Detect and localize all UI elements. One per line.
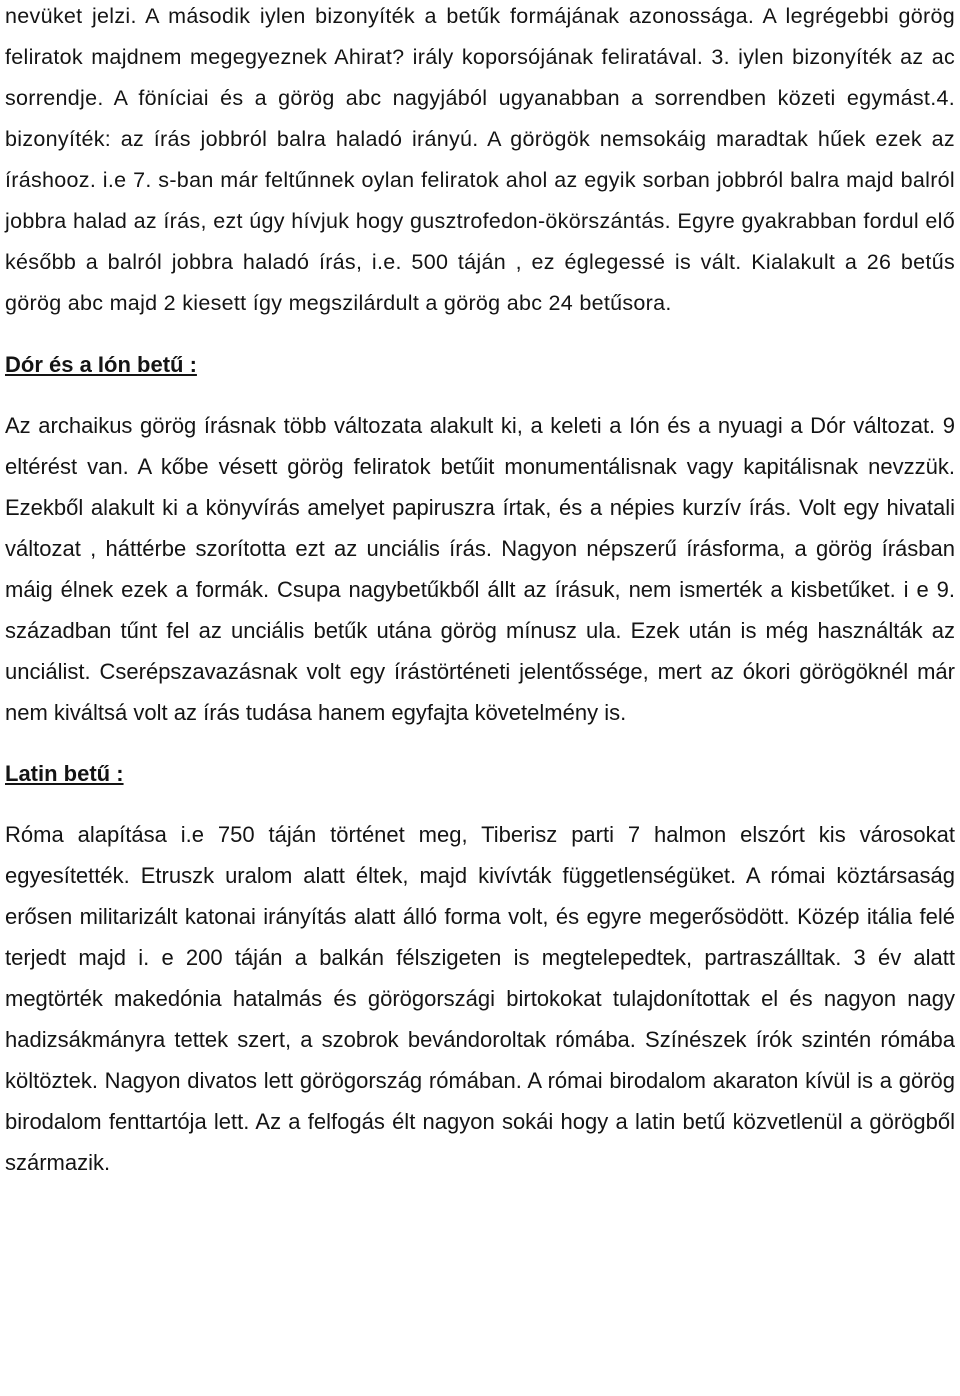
intro-paragraph: nevüket jelzi. A második iylen bizonyíték a betűk formájának azonossága. A legrégebbi görög feliratok majdnem megegyeznek Ahirat? irály koporsójának feliratával. 3. iylen bizonyíték az ac sorrendje. A föníciai és a görög abc nagyjából ugyanabban a sorrendben közeti egymást.4. bizonyíték: az írás jobbról balra haladó irányú. A görögök nemsokáig maradtak hűek ezek az íráshooz. i.e 7. s-ban már feltűnnek oylan feliratok ahol az egyik sorban jobbról balra majd balról jobbra halad az írás, ezt úgy hívjuk hogy gusztrofedon-ökörszántás. Egyre gyakrabban fordul elő később a balról jobbra haladó írás, i.e. 500 táján , ez églegessé is vált. Kialakult a 26 betűs görög abc majd 2 kiesett így megszilárdult a görög abc 24 betűsora. bbox=[5, 4, 955, 315]
latin-paragraph: Róma alapítása i.e 750 táján történet meg, Tiberisz parti 7 halmon elszórt kis városokat egyesítették. Etruszk uralom alatt éltek, majd kivívták függetlenségüket. A római köztársaság erősen militarizált katonai irányítás alatt álló forma volt, és egyre megerősödött. Közép itália felé terjedt majd i. e 200 táján a balkán félszigeten is megtelepedtek, partraszálltak. 3 év alatt megtörték makedónia hatalmás és görögországi birtokokat tulajdonítottak el és nagyon nagy hadizsákmányra tettek szert, a szobrok bevándoroltak rómába. Színészek írók szintén rómába költöztek. Nagyon divatos lett görögország rómában. A római birodalom akaraton kívül is a görög birodalom fenttartója lett. Az a felfogás élt nagyon sokái hogy a latin betű közvetlenül a görögből származik. bbox=[5, 822, 955, 1175]
dor-ion-paragraph: Az archaikus görög írásnak több változata alakult ki, a keleti a Ión és a nyuagi a Dór változat. 9 eltérést van. A kőbe vésett görög feliratok betűit monumentálisnak vagy kapitálisnak nevzzük. Ezekből alakult ki a könyvírás amelyet papiruszra írtak, és a népies kurzív írás. Volt egy hivatali változat , háttérbe szorította ezt az unciális írás. Nagyon népszerű írásforma, a görög írásban máig élnek ezek a formák. Csupa nagybetűkből állt az írásuk, nem ismerték a kisbetűket. i e 9. században tűnt fel az unciális betűk utána görög mínusz ula. Ezek után is még használták az unciálist. Cserépszavazásnak volt egy írástörténeti jelentőssége, mert az ókori görögöknél már nem kiváltsá volt az írás tudása hanem egyfajta követelmény is. bbox=[5, 413, 955, 725]
section-heading-latin: Latin betű : bbox=[5, 761, 124, 786]
document-page bbox=[5, 0, 955, 1183]
section-heading-dor-ion: Dór és a Ión betű : bbox=[5, 352, 197, 377]
